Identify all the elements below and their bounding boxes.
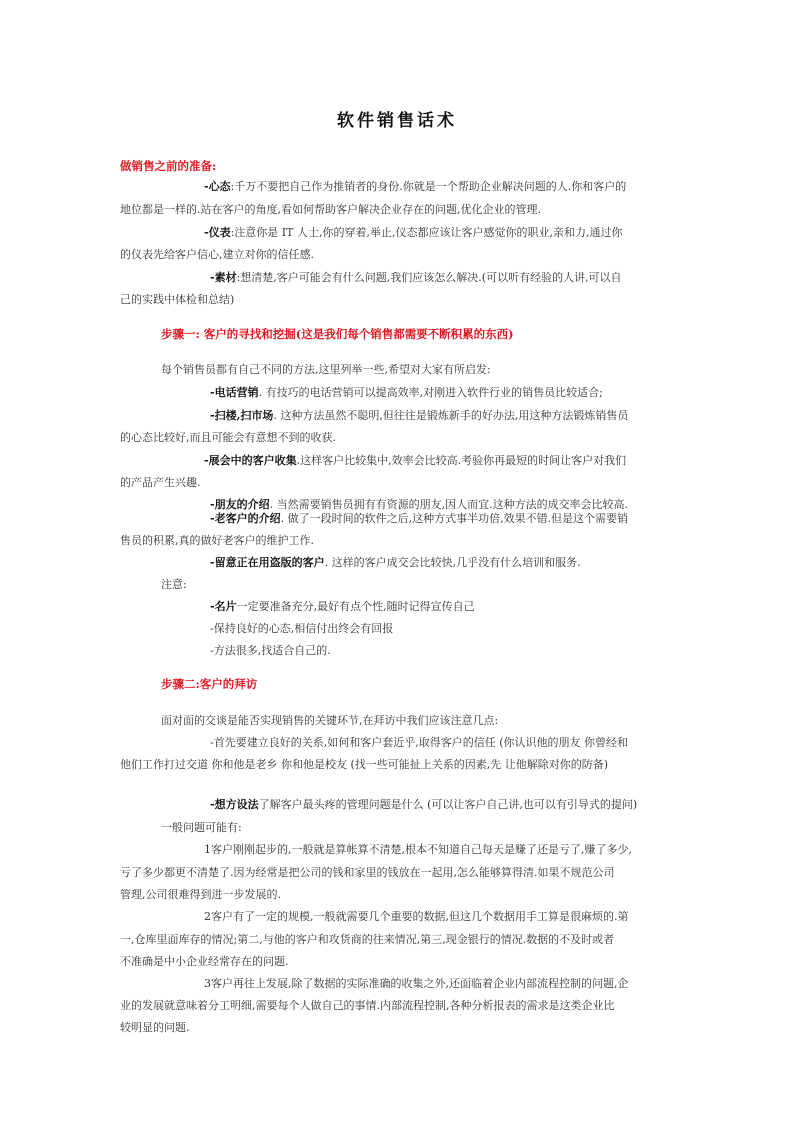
- item-appearance-cont: 的仪表先给客户信心,建立对你的信任感.: [120, 248, 314, 261]
- document-title: 软件销售话术: [337, 111, 457, 131]
- problem-1-line2: 亏了多少都更不清楚了.因为经常是把公司的钱和家里的钱放在一起用,怎么能够算得清.如果不规范公司: [120, 866, 615, 879]
- problem-2-line2: 一,仓库里面库存的情况;第二,与他的客户和攻货商的往来情况,第三,现金银行的情况.数据的不及时或者: [120, 933, 615, 946]
- note-methods: -方法很多,找适合自己的.: [210, 644, 331, 657]
- item-door-to-door-cont: 的心态比较好,而且可能会有意想不到的收获.: [120, 431, 336, 444]
- section-heading-preparation: 做销售之前的准备:: [120, 159, 217, 173]
- item-label: -心态: [204, 180, 231, 193]
- note-label: 注意:: [161, 578, 187, 591]
- item-phone-marketing: -电话营销. 有技巧的电话营销可以提高效率,对刚进入软件行业的销售员比较适合;: [210, 386, 603, 399]
- item-exhibition-cont: 的产品产生兴趣.: [120, 476, 201, 489]
- problem-2-line3: 不准确是中小企业经常存在的问题.: [120, 955, 289, 968]
- item-pirated-users: -留意正在用盗版的客户. 这样的客户成交会比较快,几乎没有什么培训和服务.: [210, 556, 581, 569]
- note-attitude: -保持良好的心态,相信付出终会有回报: [210, 622, 394, 635]
- item-old-customer-referral: -老客户的介绍. 做了一段时间的软件之后,这种方式事半功倍,效果不错.但是这个需要销: [210, 512, 629, 525]
- item-material: -素材:想清楚,客户可能会有什么问题,我们应该怎么解决.(可以听有经验的人讲,可以自: [210, 271, 622, 284]
- item-mindset-cont: 地位都是一样的.站在客户的角度,看如何帮助客户解决企业存在的问题,优化企业的管理.: [120, 203, 541, 216]
- item-label: -仪表: [204, 226, 231, 239]
- item-label: -素材: [210, 271, 237, 284]
- item-material-cont: 己的实践中体检和总结): [120, 293, 235, 306]
- item-old-customer-referral-cont: 售员的积累,真的做好老客户的维护工作.: [120, 534, 314, 547]
- section-heading-step1: 步骤一: 客户的寻找和挖掘(这是我们每个销售都需要不断积累的东西): [161, 327, 514, 341]
- problem-3-line3: 较明显的问题.: [120, 1021, 190, 1034]
- step2-relationship: -首先要建立良好的关系,如何和客户套近乎,取得客户的信任 (你认识他的朋友 你曾经和: [210, 736, 628, 749]
- item-mindset: -心态:千万不要把自己作为推销者的身份.你就是一个帮助企业解决问题的人.你和客户的: [204, 180, 627, 193]
- step2-intro: 面对面的交谈是能否实现销售的关键环节,在拜访中我们应该注意几点:: [161, 714, 499, 727]
- step2-relationship-cont: 他们工作打过交道 你和他是老乡 你和他是校友 (找一些可能扯上关系的因素,先 让他解除对你的防备): [120, 758, 609, 771]
- problem-1-line1: 1客户刚刚起步的,一般就是算帐算不清楚,根本不知道自己每天是赚了还是亏了,赚了多少,: [204, 843, 632, 856]
- item-door-to-door: -扫楼,扫市场. 这种方法虽然不聪明,但往往是锻炼新手的好办法,用这种方法锻炼销售员: [210, 409, 629, 422]
- problem-3-line1: 3客户再往上发展,除了数据的实际准确的收集之外,还面临着企业内部流程控制的问题,企: [204, 977, 629, 990]
- problem-2-line1: 2客户有了一定的规模,一般就需要几个重要的数据,但这几个数据用手工算是很麻烦的.第: [204, 910, 629, 923]
- common-problems-label: 一般问题可能有:: [161, 821, 242, 834]
- item-appearance: -仪表:注意你是 IT 人士,你的穿着,举止,仪态都应该让客户感觉你的职业,亲和力,通过你: [204, 226, 623, 239]
- problem-1-line3: 管理,公司很难得到进一步发展的.: [120, 888, 281, 901]
- item-friend-referral: -朋友的介绍. 当然需要销售员拥有有资源的朋友,因人而宜.这种方法的成交率会比较高.: [210, 498, 629, 511]
- item-exhibition: -展会中的客户收集.这样客户比较集中,效率会比较高.考验你再最短的时间让客户对我们: [204, 454, 627, 467]
- section-heading-step2: 步骤二:客户的拜访: [161, 677, 258, 691]
- step2-find-pain-points: -想方设法了解客户最头疼的管理问题是什么 (可以让客户自己讲,也可以有引导式的提问): [210, 798, 638, 811]
- note-business-card: -名片一定要准备充分,最好有点个性,随时记得宣传自己: [210, 600, 475, 613]
- problem-3-line2: 业的发展就意味着分工明细,需要每个人做自己的事情.内部流程控制,各种分析报表的需求是这类企业比: [120, 999, 615, 1012]
- step1-intro: 每个销售员都有自己不同的方法,这里列举一些,希望对大家有所启发:: [161, 363, 491, 376]
